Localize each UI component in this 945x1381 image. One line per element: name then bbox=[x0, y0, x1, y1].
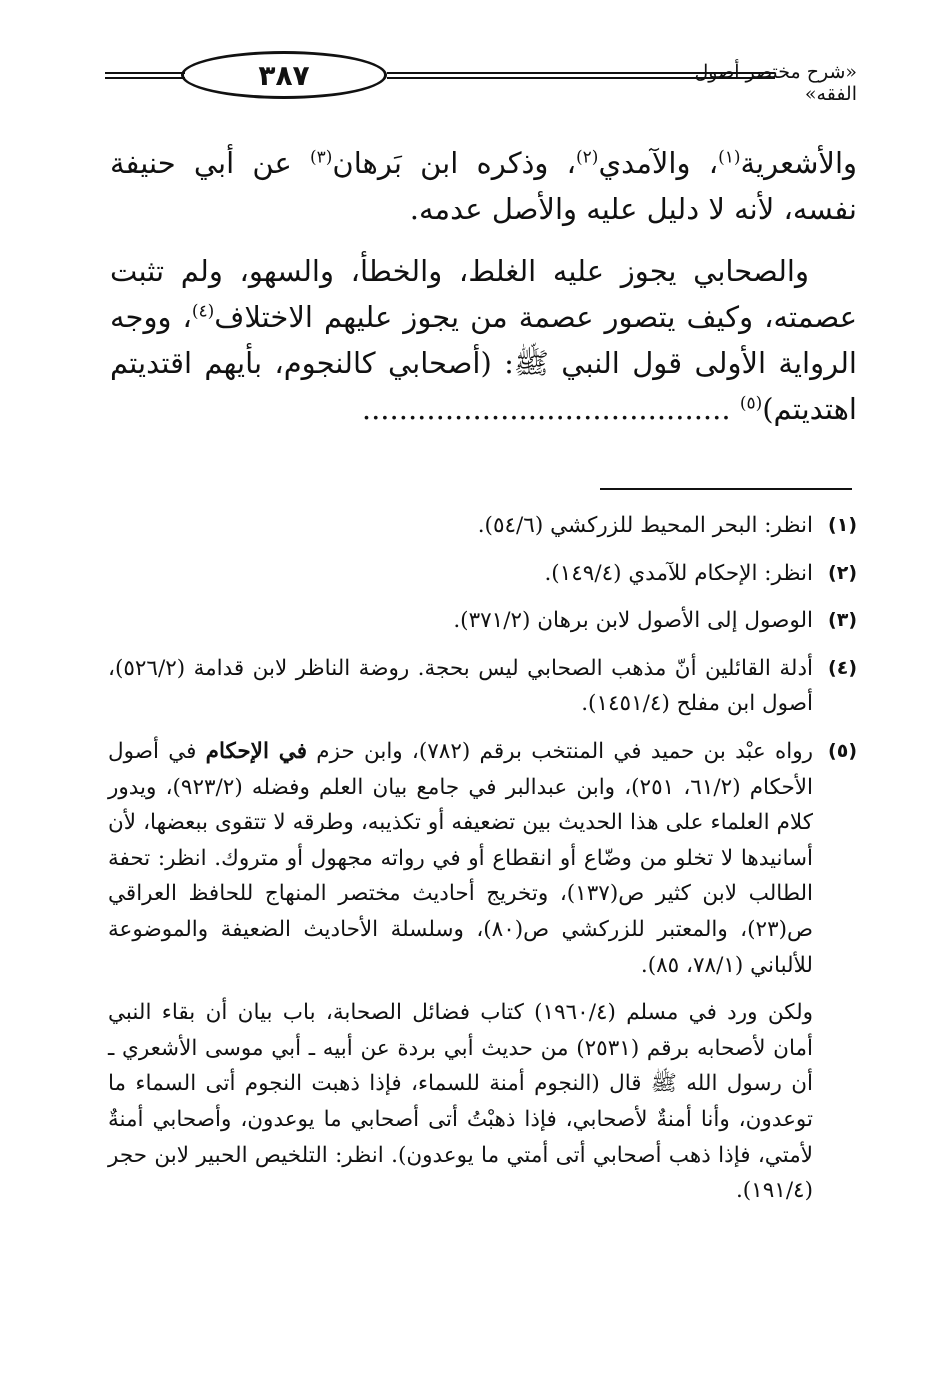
footnote bbox=[108, 734, 857, 983]
footnote-separator bbox=[600, 488, 852, 490]
footnote bbox=[108, 651, 857, 722]
footnote-text: الوصول إلى الأصول لابن برهان (٣٧١/٢). bbox=[453, 608, 813, 634]
bold-citation: في الإحكام bbox=[205, 738, 308, 764]
footnote bbox=[108, 508, 857, 544]
page-number: ٣٨٧ bbox=[258, 58, 310, 92]
footnote-text: أدلة القائلين أنّ مذهب الصحابي ليس بحجة. روضة الناظر لابن قدامة (٥٢٦/٢)، أصول ابن مفلح (١٤٥١/٤). bbox=[108, 655, 813, 717]
header-rule-left bbox=[105, 72, 185, 79]
paragraph-2: والصحابي يجوز عليه الغلط، والخطأ، والسهو، ولم تثبت عصمته، وكيف يتصور عصمة من يجوز عليهم الاختلاف$^{(٤)}$، ووجه الرواية الأولى قول النبي ﷺ: (أصحابي كالنجوم، بأيهم اقتديتم اهتديتم)$^{(٥)}$ ........................................ bbox=[110, 254, 857, 426]
footnote bbox=[108, 603, 857, 639]
paragraph-1: والأشعرية$^{(١)}$، والآمدي$^{(٢)}$، وذكره ابن بَرهان$^{(٣)}$ عن أبي حنيفة نفسه، لأنه لا دليل عليه والأصل عدمه. bbox=[110, 146, 858, 226]
footnote-continuation: ولكن ورد في مسلم (١٩٦٠/٤) كتاب فضائل الصحابة، باب بيان أن بقاء النبي أمان لأصحابه برقم (٢٥٣١) من حديث أبي بردة عن أبيه ـ أبي موسى الأشعري ـ أن رسول الله ﷺ قال (النجوم أمنة للسماء، فإذا ذهبت النجوم أتى السماء ما توعدون، وأنا أمنةٌ لأصحابي، فإذا ذهبْتُ أتى أصحابي ما يوعدون، وأصحابي أمنةٌ لأمتي، فإذا ذهب أصحابي أتى أمتي ما يوعدون). انظر: التلخيص الحبير لابن حجر (١٩١/٤). bbox=[108, 1000, 814, 1204]
footnote-text: انظر: البحر المحيط للزركشي (٥٤/٦). bbox=[477, 513, 813, 538]
book-title: «شرح مختصر أصول الفقه» bbox=[694, 61, 857, 105]
footnote-text: رواه عبْد بن حميد في المنتخب برقم (٧٨٢)، وابن حزم في الإحكام في أصول الأحكام (٦١/٢، ٢٥١)، وابن عبدالبر في جامع بيان العلم وفضله (٩٢٣/٢)، ويدور كلام العلماء على هذا الحديث بين تضعيفه أو تكذيبه، وطرقه لا تتقوى ببعضها، لأن أسانيدها لا تخلو من وضّاع أو انقطاع أو في رواته مجهول أو متروك. انظر: تحفة الطالب لابن كثير ص(١٣٧)، وتخريج أحاديث مختصر المنهاج للحافظ العراقي ص(٢٣)، والمعتبر للزركشي ص(٨٠)، وسلسلة الأحاديث الضعيفة والموضوعة للألباني (٧٨/١، ٨٥). bbox=[108, 738, 814, 978]
footnotes bbox=[108, 508, 857, 1209]
footnote-number: (٥) bbox=[828, 739, 857, 762]
footnote bbox=[108, 556, 857, 592]
footnote-text: انظر: الإحكام للآمدي (١٤٩/٤). bbox=[544, 560, 813, 586]
footnote-number: (١) bbox=[828, 514, 857, 536]
footnote-ref-3: (٣) bbox=[309, 147, 333, 168]
footnote-number: (٢) bbox=[828, 561, 857, 584]
footnote-ref-2: (٢) bbox=[576, 147, 599, 168]
ellipsis-dots: ........................................ bbox=[361, 392, 731, 426]
footnote-number: (٤) bbox=[828, 656, 857, 679]
footnote-number: (٣) bbox=[828, 609, 857, 632]
footnote-ref-1: (١) bbox=[718, 147, 741, 168]
main-text bbox=[110, 140, 857, 448]
footnote-ref-4: (٤) bbox=[191, 301, 215, 322]
footnote-ref-5: (٥) bbox=[739, 393, 763, 414]
page-number-badge bbox=[181, 51, 387, 99]
page-header bbox=[105, 48, 857, 104]
